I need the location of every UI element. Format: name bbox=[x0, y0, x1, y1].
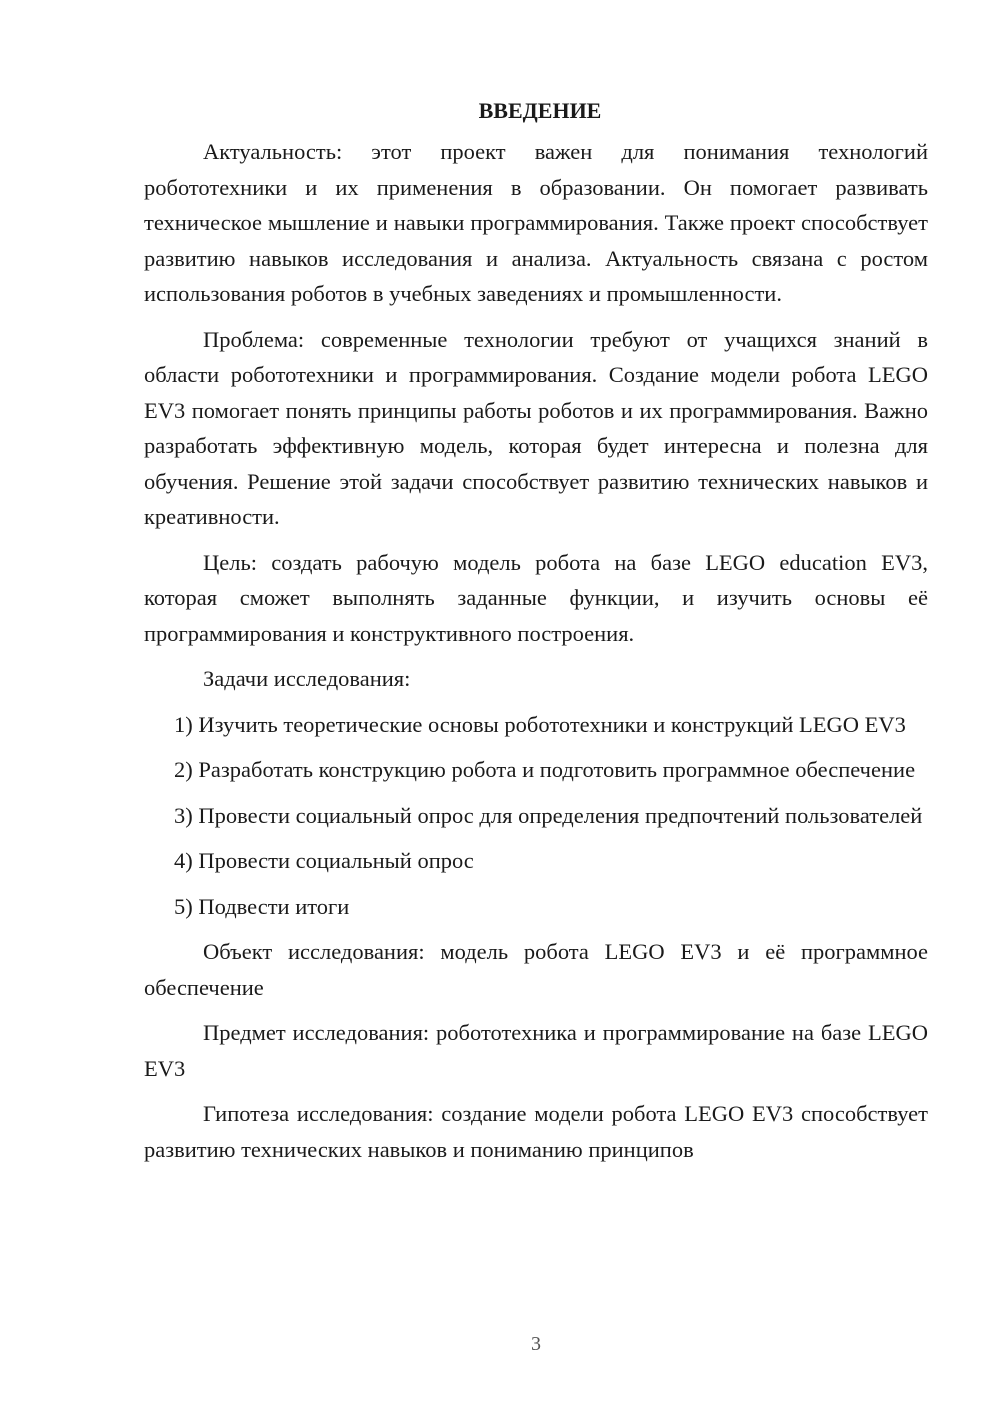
task-item-4: 4) Провести социальный опрос bbox=[174, 848, 474, 873]
paragraph-relevance: Актуальность: этот проект важен для понимания технологий робототехники и их применения в образовании. Он помогает развивать техническое мышление и навыки программирования. Также проект способствует развитию навыков исследования и анализа. Актуальность связана с ростом использования роботов в учебных заведениях и промышленности. bbox=[144, 139, 928, 306]
paragraph-object: Объект исследования: модель робота LEGO EV3 и её программное обеспечение bbox=[144, 939, 928, 1000]
task-item-5: 5) Подвести итоги bbox=[174, 893, 350, 919]
paragraph-goal: Цель: создать рабочую модель робота на базе LEGO education EV3, которая сможет выполнять заданные функции, и изучить основы её программирования и конструктивного построения. bbox=[144, 549, 928, 646]
paragraph-tasks-heading: Задачи исследования: bbox=[203, 666, 411, 691]
paragraph-problem: Проблема: современные технологии требуют от учащихся знаний в области робототехники и программирования. Создание модели робота LEGO EV3 помогает понять принципы работы роботов и их программирования. Важно разработать эффективную модель, которая будет интересна и полезна для обучения. Решение этой задачи способствует развитию технических навыков и креативности. bbox=[144, 326, 928, 529]
paragraph-hypothesis: Гипотеза исследования: создание модели робота LEGO EV3 способствует развитию технических навыков и пониманию принципов bbox=[144, 1101, 928, 1162]
page-content bbox=[144, 96, 928, 1167]
task-item-1: 1) Изучить теоретические основы робототехники и конструкций LEGO EV3 bbox=[174, 711, 906, 737]
task-item-3: 3) Провести социальный опрос для определения предпочтений пользователей bbox=[174, 802, 923, 828]
section-title: ВВЕДЕНИЕ bbox=[478, 98, 602, 123]
page-number: 3 bbox=[531, 1333, 541, 1355]
paragraph-subject: Предмет исследования: робототехника и программирование на базе LEGO EV3 bbox=[144, 1020, 928, 1081]
task-item-2: 2) Разработать конструкцию робота и подготовить программное обеспечение bbox=[174, 757, 916, 782]
